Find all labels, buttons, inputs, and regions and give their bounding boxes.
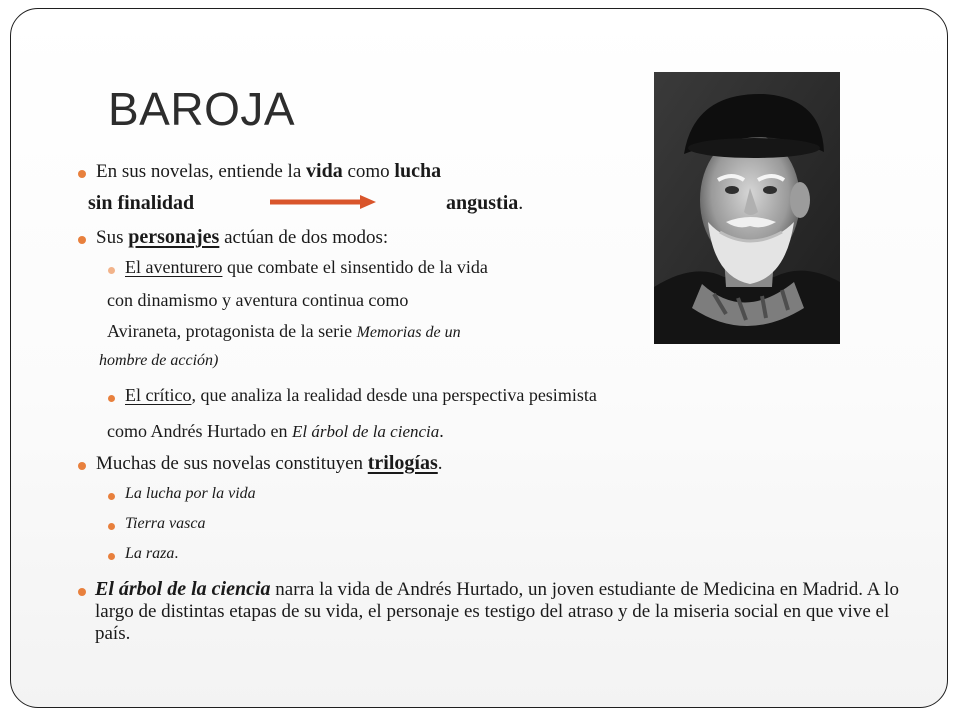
item-text: En sus novelas, entiende la: [96, 161, 307, 182]
portrait-photo-icon: [654, 72, 840, 344]
sub-bullet-icon: [108, 395, 115, 402]
arrow-right-icon: [268, 193, 378, 211]
punct: .: [174, 545, 179, 562]
item-arbol-paragraph: [95, 578, 907, 645]
keyword-vida: vida: [306, 160, 343, 182]
sub-bullet-icon: [108, 267, 115, 274]
item-text: , que analiza la realidad desde una perspectiva pesimista: [191, 385, 597, 405]
series-title: Memorias de un: [356, 324, 461, 341]
item-text: actúan de dos modos:: [219, 227, 389, 248]
sub-aventurero-line1: [125, 257, 488, 278]
item-trilogias: [96, 452, 443, 475]
punct: .: [518, 192, 524, 214]
trilogy-item: [125, 545, 178, 563]
paragraph-text: narra la vida de Andrés Hurtado, un joven estudiante de Medicina en Madrid. A lo largo de distintas etapas de su vida, el personaje es testigo del atraso y de la miseria social en que vive el país.: [95, 579, 899, 644]
sub-aventurero-line2: con dinamismo y aventura continua como: [107, 290, 409, 310]
sub-aventurero-line3: [107, 321, 461, 342]
portrait-photo: [654, 72, 840, 344]
keyword-aventurero: El aventurero: [125, 257, 223, 277]
bullet-icon: [78, 588, 86, 596]
sub-critico-line1: [125, 385, 597, 406]
punct: .: [439, 421, 444, 441]
book-title: El árbol de la ciencia: [95, 578, 271, 600]
angustia-line: [446, 192, 523, 215]
item-text: que combate el sinsentido de la vida: [222, 257, 488, 277]
item-text: Aviraneta, protagonista de la serie: [107, 321, 357, 341]
punct: .: [437, 453, 443, 474]
trilogy-item: Tierra vasca: [125, 515, 206, 532]
sub-bullet-icon: [108, 493, 115, 500]
keyword-critico: El crítico: [125, 385, 192, 405]
item-text: como: [342, 161, 395, 182]
bullet-icon: [78, 462, 86, 470]
item-text: Sus: [96, 227, 129, 248]
sub-aventurero-line4: hombre de acción): [99, 352, 219, 369]
bullet-icon: [78, 236, 86, 244]
book-title: El árbol de la ciencia: [291, 422, 440, 441]
item-text: como Andrés Hurtado en: [107, 421, 292, 441]
trilogy-title: La raza: [125, 545, 175, 562]
keyword-lucha: lucha: [394, 160, 442, 182]
keyword-trilogias: trilogías: [367, 452, 438, 474]
sin-finalidad-text: sin finalidad: [88, 192, 195, 214]
bullet-icon: [78, 170, 86, 178]
item-vida-lucha: [96, 160, 441, 183]
keyword-angustia: angustia: [446, 192, 519, 214]
sub-bullet-icon: [108, 553, 115, 560]
item-personajes: [96, 226, 388, 249]
item-text: Muchas de sus novelas constituyen: [96, 453, 368, 474]
keyword-personajes: personajes: [128, 226, 220, 248]
sub-critico-line2: [107, 421, 444, 442]
slide-title: BAROJA: [108, 83, 296, 135]
sub-bullet-icon: [108, 523, 115, 530]
trilogy-item: La lucha por la vida: [125, 485, 256, 502]
